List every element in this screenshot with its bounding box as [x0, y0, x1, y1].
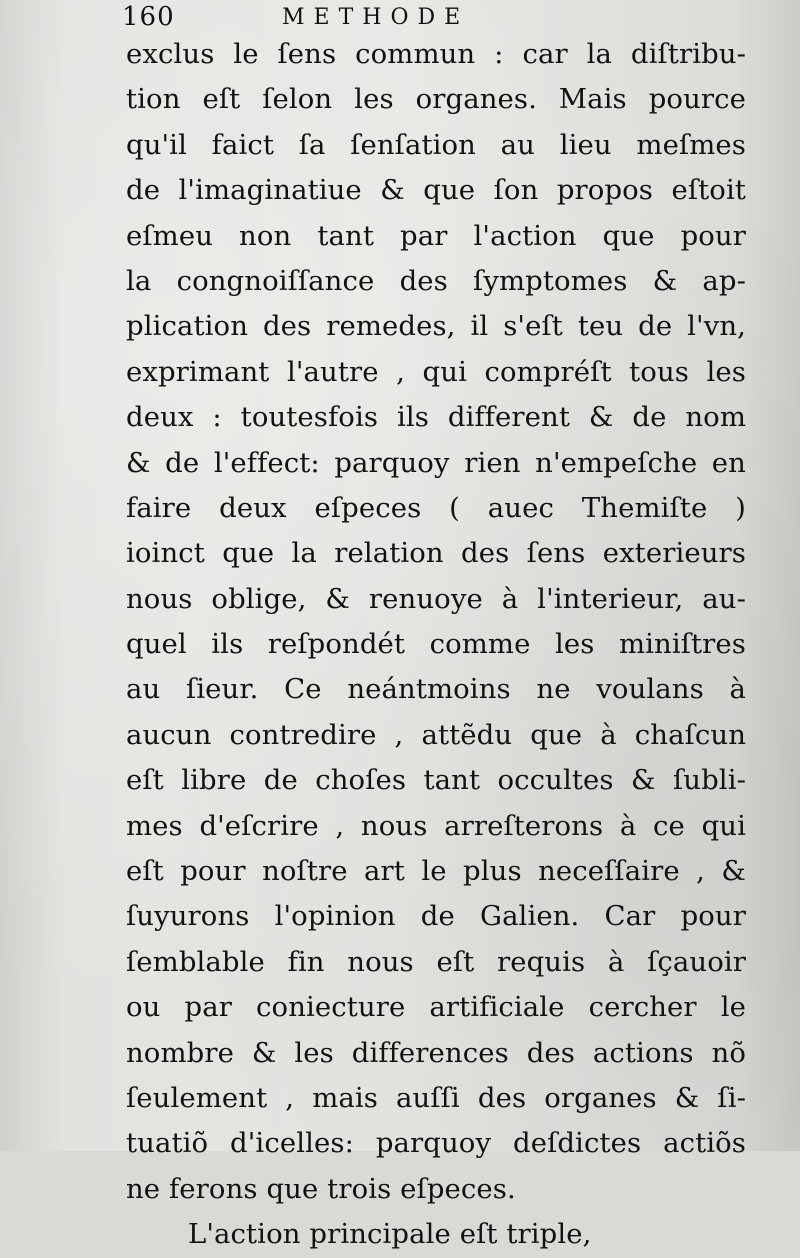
text-line: deux : toutesfois ils different & de nom: [126, 401, 746, 434]
text-line: quel ils reſpondét comme les miniſtres: [126, 628, 746, 661]
text-line: & de l'effect: parquoy rien n'empeſche en: [126, 446, 746, 479]
text-line: ioinct que la relation des ſens exterieurs: [126, 537, 746, 570]
body-text: [126, 32, 746, 1258]
text-line: eſt libre de choſes tant occultes & ſubli-: [126, 764, 746, 797]
text-line: la congnoiſſance des ſymptomes & ap-: [126, 264, 746, 297]
text-line: au ſieur. Ce neántmoins ne voulans à: [126, 673, 746, 706]
running-title: METHODE: [282, 5, 470, 30]
closing-line: L'action principale eſt triple,: [188, 1218, 592, 1251]
text-line: nombre & les differences des actions nõ: [126, 1036, 746, 1069]
text-line: aucun contredire , attẽdu que à chaſcun: [126, 718, 746, 751]
text-line: exprimant l'autre , qui compréſt tous les: [126, 355, 746, 388]
text-line: exclus le ſens commun : car la diſtribu-: [126, 38, 746, 70]
text-line: faire deux eſpeces ( auec Themiſte ): [126, 491, 746, 524]
page-number: 160: [122, 2, 175, 32]
text-line: tion eſt ſelon les organes. Mais pource: [126, 83, 746, 116]
text-line: plication des remedes, il s'eſt teu de l'vn,: [126, 310, 746, 343]
text-line: ſeulement , mais auſſi des organes & ſi-: [126, 1081, 746, 1114]
text-line: mes d'eſcrire , nous arreſterons à ce qui: [126, 809, 746, 842]
text-line: ne ferons que trois eſpeces.: [126, 1172, 516, 1205]
text-line: eſmeu non tant par l'action que pour: [126, 219, 746, 252]
running-head: [122, 2, 762, 32]
text-line: ou par coniecture artificiale cercher le: [126, 991, 746, 1024]
text-line: ſuyurons l'opinion de Galien. Car pour: [126, 900, 746, 933]
text-line: eſt pour noſtre art le plus neceſſaire , &: [126, 855, 746, 888]
text-line: ſemblable fin nous eſt requis à ſçauoir: [126, 945, 746, 978]
text-line: tuatiõ d'icelles: parquoy deſdictes actiõs: [126, 1127, 746, 1160]
text-line: qu'il faict ſa ſenſation au lieu meſmes: [126, 128, 746, 161]
text-line: de l'imaginatiue & que ſon propos eſtoit: [126, 174, 746, 207]
text-line: nous oblige, & renuoye à l'interieur, au-: [126, 582, 746, 615]
